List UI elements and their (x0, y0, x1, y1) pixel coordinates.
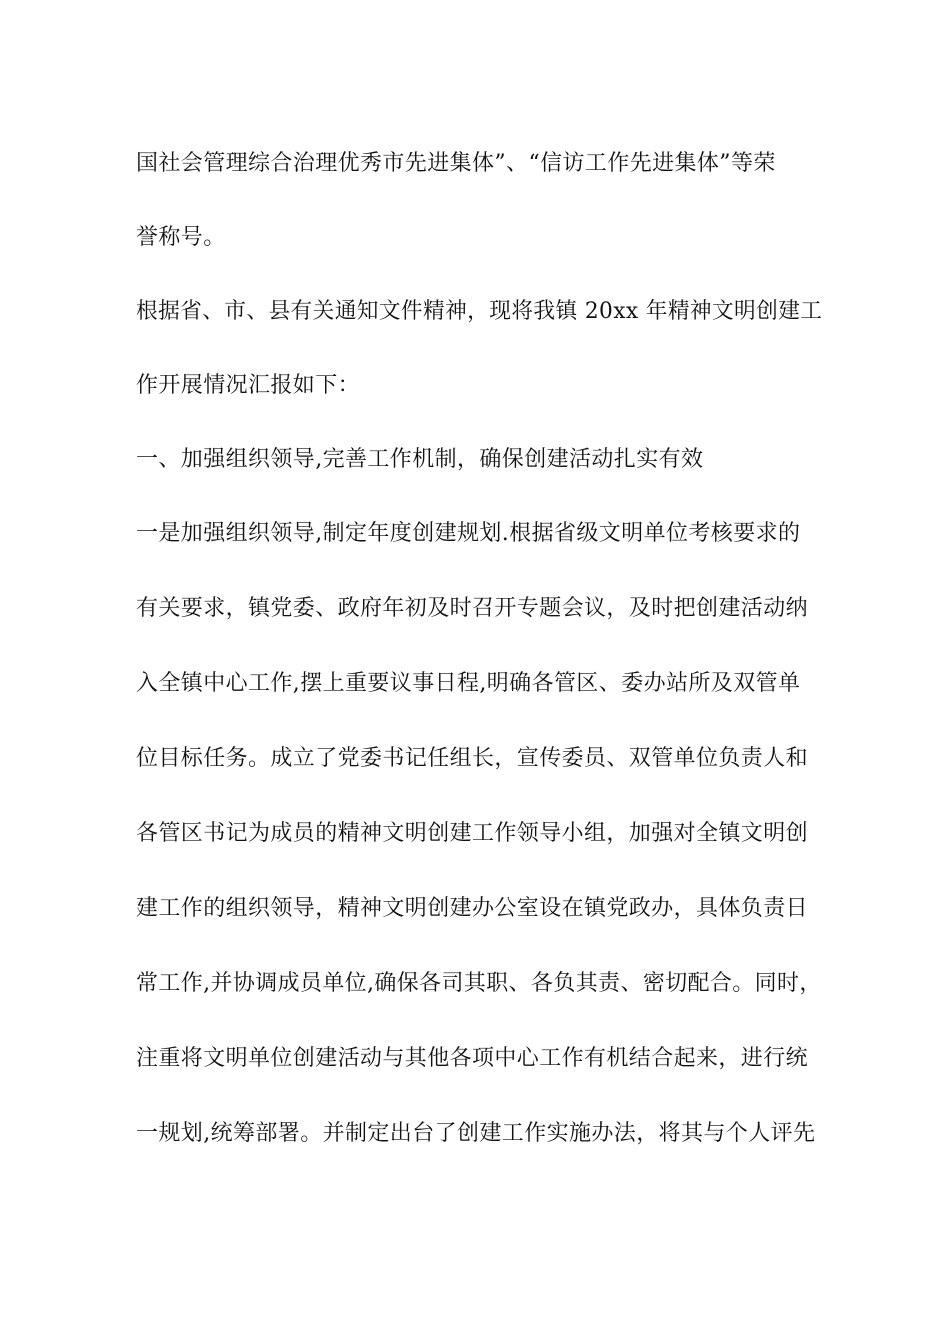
text-line-1: 国社会管理综合治理优秀市先进集体”、“信访工作先进集体”等荣 (136, 151, 776, 176)
text-line-10: 各管区书记为成员的精神文明创建工作领导小组，加强对全镇文明创 (136, 821, 809, 846)
text-line-3: 根据省、市、县有关通知文件精神，现将我镇 20xx 年精神文明创建工 (136, 299, 823, 324)
text-line-12: 常工作,并协调成员单位,确保各司其职、各负其责、密切配合。同时， (136, 971, 822, 996)
text-line-7: 有关要求，镇党委、政府年初及时召开专题会议，及时把创建活动纳 (136, 596, 809, 621)
section-heading-1: 一、加强组织领导,完善工作机制，确保创建活动扎实有效 (136, 447, 704, 472)
text-line-14: 一规划,统筹部署。并制定出台了创建工作实施办法，将其与个人评先 (136, 1121, 816, 1146)
text-line-9: 位目标任务。成立了党委书记任组长，宣传委员、双管单位负责人和 (136, 746, 809, 771)
text-line-8: 入全镇中心工作,摆上重要议事日程,明确各管区、委办站所及双管单 (136, 671, 801, 696)
text-line-6: 一是加强组织领导,制定年度创建规划.根据省级文明单位考核要求的 (136, 521, 801, 546)
text-line-13: 注重将文明单位创建活动与其他各项中心工作有机结合起来，进行统 (136, 1046, 809, 1071)
text-line-2: 誉称号。 (136, 225, 226, 250)
text-line-11: 建工作的组织领导，精神文明创建办公室设在镇党政办，具体负责日 (136, 896, 809, 921)
text-line-4: 作开展情况汇报如下： (136, 373, 361, 398)
